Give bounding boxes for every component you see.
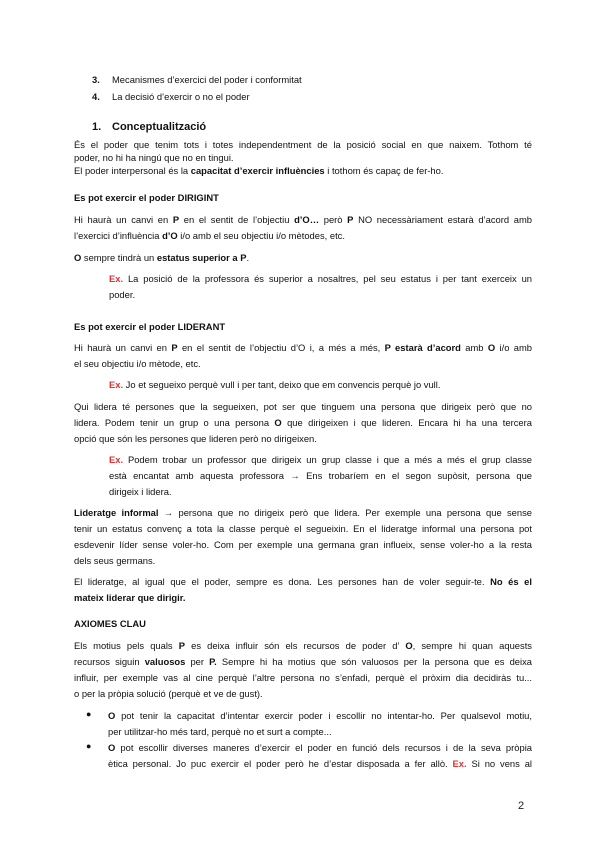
- informal-line-4: dels seus germans.: [74, 555, 156, 566]
- axiomes-line-4: o per la pròpia solució (perquè et ve de gust).: [74, 688, 263, 699]
- qui-lidera-line-2: lidera. Podem tenir un grup o una persona O que dirigeixen i que lideren. Encara hi ha una tercera: [74, 417, 532, 428]
- subheading-dirigint: Es pot exercir el poder DIRIGINT: [74, 192, 219, 203]
- example-professor: Ex. Podem trobar un professor que dirigeix un grup classe i que a més a més el grup classe: [109, 454, 532, 465]
- page-number: 2: [518, 800, 525, 812]
- bullet-item-2: O pot escollir diverses maneres d’exercir el poder en funció dels recursos i de la seva pròpia: [108, 742, 532, 753]
- bullet-item-1: O pot tenir la capacitat d’intentar exercir poder i escollir no intentar-ho. Per qualsevol motiu,: [108, 710, 532, 721]
- example-dirigint-cont: poder.: [109, 289, 136, 300]
- liderant-p1: Hi haurà un canvi en P en el sentit de l’objectiu d’O i, a més a més, P estarà d’acord amb O i/o amb: [74, 342, 533, 353]
- intro-line-3: El poder interpersonal és la capacitat d’exercir influències i tothom és capaç de fer-ho.: [74, 165, 444, 176]
- example-professor-end: dirigeix i lidera.: [109, 486, 172, 497]
- bullet-item-1-cont: per utilitzar-ho més tard, perquè no et surt a compte...: [108, 726, 332, 737]
- example-professor-cont: està encantat amb aquesta professora → Ens trobaríem en el segon supòsit, persona que: [109, 470, 532, 481]
- intro-line-1: És el poder que tenim tots i totes independentment de la posició social en que naixem. Tothom té: [74, 139, 532, 150]
- axiomes-line-3: influir, per exemple vas al cine perquè l’altre persona no s’enfadi, perquè el pròxim dia decidiràs tu...: [74, 672, 532, 683]
- dirigint-p3: O sempre tindrà un estatus superior a P.: [74, 252, 250, 263]
- qui-lidera-line-1: Qui lidera té persones que la segueixen, pot ser que tinguem una persona que dirigeix però que no: [74, 401, 532, 412]
- subheading-axiomes: AXIOMES CLAU: [74, 618, 146, 629]
- liderant-p2: el seu objectiu i/o mètode, etc.: [74, 358, 201, 369]
- axiomes-line-2: recursos siguin valuosos per P. Sempre hi ha motius que són valuosos per la persona que es deixa: [74, 656, 532, 667]
- intro-line-2: poder, no hi ha ningú que no en tingui.: [74, 152, 234, 163]
- bullet-icon: ●: [86, 741, 92, 751]
- qui-lidera-line-3: opció que són les persones que lideren però no dirigeixen.: [74, 433, 317, 444]
- axiomes-line-1: Els motius pels quals P es deixa influir són els recursos de poder d’ O, sempre hi quan aquests: [74, 640, 532, 651]
- lideratge-line-2: mateix liderar que dirigir.: [74, 592, 186, 603]
- subheading-liderant: Es pot exercir el poder LIDERANT: [74, 321, 226, 332]
- example-dirigint: Ex. La posició de la professora és superior a nosaltres, pel seu estatus i per tant exerceix un: [109, 273, 532, 284]
- dirigint-p1: Hi haurà un canvi en P en el sentit de l’objectiu d’O… però P NO necessàriament estarà d’acord amb: [74, 214, 532, 225]
- informal-line-3: esdevenir líder sense voler-ho. Com per exemple una germana gran influeix, sense voler-ho a la resta: [74, 539, 532, 550]
- bullet-item-2-cont: ètica personal. Jo puc exercir el poder però he d’estar disposada a fer allò. Ex. Si no vens al: [108, 758, 532, 769]
- section-heading: 1. Conceptualització: [92, 121, 207, 133]
- lideratge-line-1: El lideratge, al igual que el poder, sempre es dona. Les persones han de voler seguir-te. No és el: [74, 576, 532, 587]
- informal-line-1: Lideratge informal → persona que no dirigeix però que lidera. Per exemple una persona que sense: [74, 507, 532, 518]
- toc-item: 3. Mecanismes d’exercici del poder i conformitat: [92, 74, 302, 85]
- example-liderant: Ex. Jo et segueixo perquè vull i per tant, deixo que em convencis perquè jo vull.: [109, 379, 441, 390]
- informal-line-2: tenir un estatus convenç a tota la classe perquè el segueixin. En el lideratge informal una persona pot: [74, 523, 532, 534]
- bullet-icon: ●: [86, 709, 92, 719]
- toc-item: 4. La decisió d’exercir o no el poder: [92, 91, 250, 102]
- dirigint-p2: l’exercici d’influència d’O i/o amb el seu objectiu i/o mètodes, etc.: [74, 230, 345, 241]
